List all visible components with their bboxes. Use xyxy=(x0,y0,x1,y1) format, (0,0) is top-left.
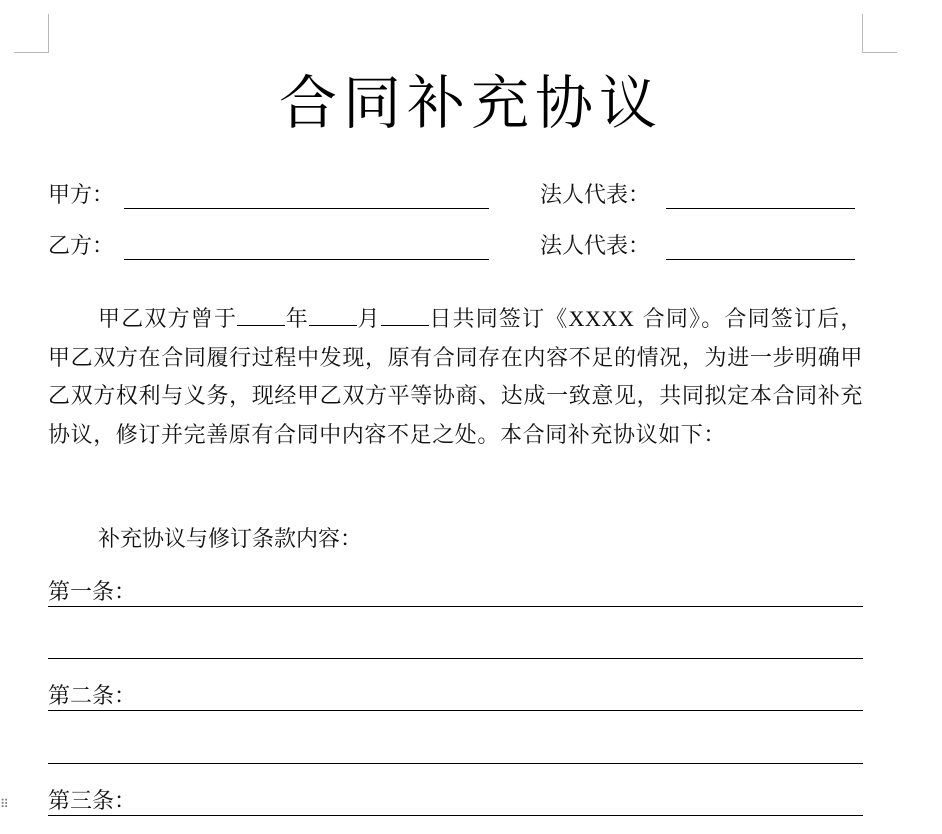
intro-text-1: 甲乙双方曾于 xyxy=(98,307,238,332)
party-b-legal-rep-label: 法人代表： xyxy=(540,234,651,259)
year-label: 年 xyxy=(285,307,309,332)
clause-1-label: 第一条： xyxy=(48,580,137,605)
party-a-row xyxy=(48,178,863,214)
party-b-legal-rep-blank[interactable] xyxy=(666,229,855,260)
contract-name: XXXX xyxy=(568,306,635,331)
clause-1-extra-line[interactable] xyxy=(48,658,863,659)
party-b-row xyxy=(48,229,863,265)
page-corner-mark-top-right xyxy=(862,14,897,53)
clause-2-label: 第二条： xyxy=(48,684,137,709)
clause-1-line[interactable] xyxy=(48,572,863,607)
day-blank[interactable] xyxy=(381,303,429,326)
party-a-blank[interactable] xyxy=(124,178,489,209)
intro-text-3: 合同》。合同签订后，甲乙双方在合同履行过程中发现，原有合同存在内容不足的情况，为进一步明确甲乙双方权利与义务，现经甲乙双方平等协商、达成一致意见，共同拟定本合同补充协议，修订并完善原有合同中内容不足之处。本合同补充协议如下： xyxy=(48,307,863,448)
party-a-label: 甲方： xyxy=(48,183,115,208)
document-title: 合同补充协议 xyxy=(278,69,663,137)
party-a-legal-rep-blank[interactable] xyxy=(666,178,855,209)
page-corner-mark-top-left xyxy=(14,14,49,53)
clause-2-line[interactable] xyxy=(48,676,863,711)
clause-2-extra-line[interactable] xyxy=(48,763,863,764)
intro-text-2: 日共同签订《 xyxy=(428,307,569,332)
month-blank[interactable] xyxy=(309,303,357,326)
drag-handle-icon[interactable]: ⠿ xyxy=(0,797,9,811)
intro-paragraph xyxy=(48,300,863,455)
clause-3-label: 第三条： xyxy=(48,789,137,814)
party-b-label: 乙方： xyxy=(48,234,115,259)
year-blank[interactable] xyxy=(237,303,285,326)
clause-3-line[interactable] xyxy=(48,781,863,816)
party-b-blank[interactable] xyxy=(124,229,489,260)
month-label: 月 xyxy=(356,307,381,332)
clauses-subheading: 补充协议与修订条款内容： xyxy=(98,527,363,552)
party-a-legal-rep-label: 法人代表： xyxy=(540,183,651,208)
